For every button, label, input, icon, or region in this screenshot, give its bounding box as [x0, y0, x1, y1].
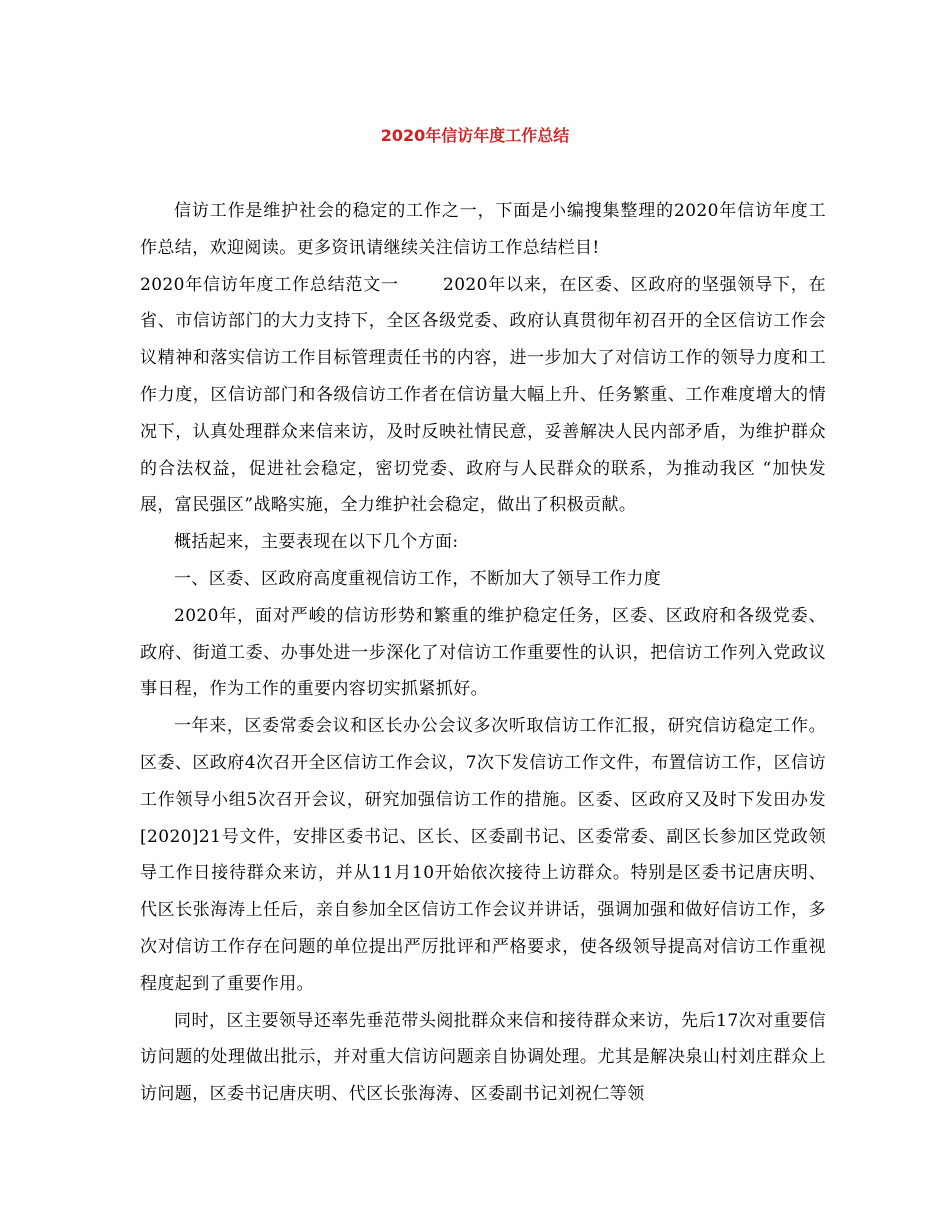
sample-heading: 2020年信访年度工作总结范文一	[140, 274, 399, 295]
body-paragraph: 一年来，区委常委会议和区长办公会议多次听取信访工作汇报，研究信访稳定工作。区委、区政府4次召开全区信访工作会议，7次下发信访工作文件，布置信访工作，区信访工作领导小组5次召开会议，研究加强信访工作的措施。区委、区政府又及时下发田办发[2020]21号文件，安排区委书记、区长、区委副书记、区委常委、副区长参加区党政领导工作日接待群众来访，并从11月10开始依次接待上访群众。特别是区委书记唐庆明、代区长张海涛上任后，亲自参加全区信访工作会议并讲话，强调加强和做好信访工作，多次对信访工作存在问题的单位提出严厉批评和严格要求，使各级领导提高对信访工作重视程度起到了重要作用。	[140, 716, 826, 994]
intro-paragraph: 信访工作是维护社会的稳定的工作之一，下面是小编搜集整理的2020年信访年度工作总结，欢迎阅读。更多资讯请继续关注信访工作总结栏目!	[140, 201, 826, 258]
section-heading-1: 一、区委、区政府高度重视信访工作，不断加大了领导工作力度	[174, 568, 662, 589]
body-paragraph: 2020年，面对严峻的信访形势和繁重的维护稳定任务，区委、区政府和各级党委、政府、街道工委、办事处进一步深化了对信访工作重要性的认识，把信访工作列入党政议事日程，作为工作的重要内容切实抓紧抓好。	[140, 605, 826, 700]
summary-paragraph: 概括起来，主要表现在以下几个方面:	[174, 532, 459, 553]
document-body	[140, 193, 826, 1113]
section-heading-paragraph	[140, 267, 826, 525]
document-title: 2020年信访年度工作总结	[380, 126, 570, 145]
body-paragraph: 同时，区主要领导还率先垂范带头阅批群众来信和接待群众来访，先后17次对重要信访问题的处理做出批示，并对重大信访问题亲自协调处理。尤其是解决泉山村刘庄群众上访问题，区委书记唐庆明、代区长张海涛、区委副书记刘祝仁等领	[140, 1010, 826, 1105]
opening-text: 2020年以来，在区委、区政府的坚强领导下，在省、市信访部门的大力支持下，全区各级党委、政府认真贯彻年初召开的全区信访工作会议精神和落实信访工作目标管理责任书的内容，进一步加大了对信访工作的领导力度和工作力度，区信访部门和各级信访工作者在信访量大幅上升、任务繁重、工作难度增大的情况下，认真处理群众来信来访，及时反映社情民意，妥善解决人民内部矛盾，为维护群众的合法权益，促进社会稳定，密切党委、政府与人民群众的联系，为推动我区 “加快发展，富民强区”战略实施，全力维护社会稳定，做出了积极贡献。	[140, 274, 826, 516]
